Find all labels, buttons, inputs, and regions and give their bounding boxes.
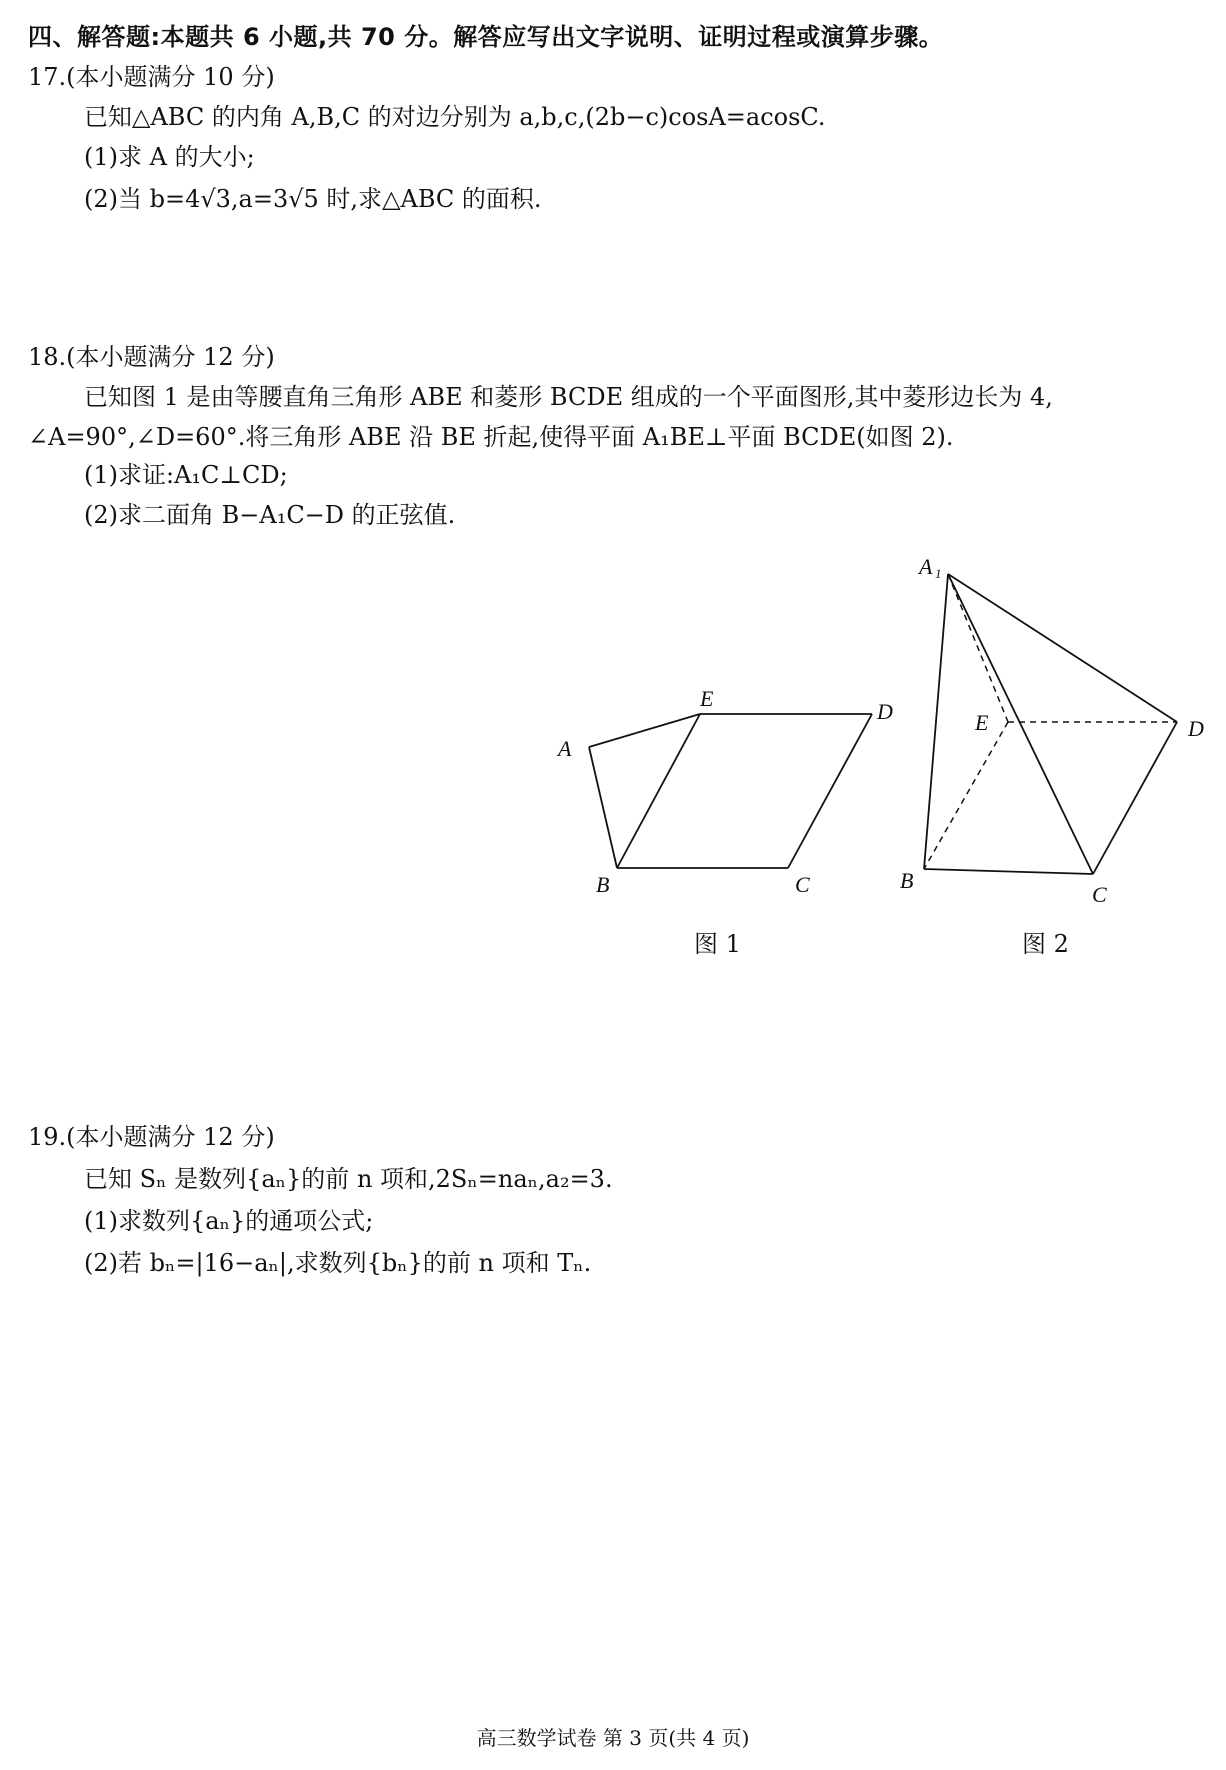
fig1-label-B: B [596,872,610,897]
fig2-label-E: E [975,710,989,735]
fig2-edge-B-C [924,869,1093,874]
fig1-label-E: E [700,686,714,711]
q17-part2: (2)当 b=4√3,a=3√5 时,求△ABC 的面积. [84,185,542,213]
fig2-edge-E-B-hidden [924,722,1008,869]
fig1-edge-A-E [589,714,700,747]
fig2-edge-A1-B [924,574,948,869]
figure-2-caption: 图 2 [1022,930,1069,958]
fig2-label-A1-subscript: 1 [935,566,942,581]
fig2-edge-A1-D [948,574,1177,722]
page-footer: 高三数学试卷 第 3 页(共 4 页) [476,1726,750,1750]
fig1-edge-A-B [589,747,617,868]
section-heading: 四、解答题:本题共 6 小题,共 70 分。解答应写出文字说明、证明过程或演算步骤。 [28,23,944,51]
fig1-edge-D-C [788,714,872,868]
fig2-label-C: C [1092,882,1107,907]
fig1-edge-B-E [617,714,700,868]
q17-part1: (1)求 A 的大小; [84,143,255,171]
q18-stem-line2: ∠A=90°,∠D=60°.将三角形 ABE 沿 BE 折起,使得平面 A₁BE⊥平面 BCDE(如图 2). [28,423,954,451]
fig2-edge-A1-C [948,574,1093,874]
q17-header: 17.(本小题满分 10 分) [28,63,275,91]
q18-part2: (2)求二面角 B−A₁C−D 的正弦值. [84,501,456,529]
q17-stem: 已知△ABC 的内角 A,B,C 的对边分别为 a,b,c,(2b−c)cosA=acosC. [84,103,826,131]
fig2-label-A1: A [919,554,933,579]
q19-stem: 已知 Sₙ 是数列{aₙ}的前 n 项和,2Sₙ=naₙ,a₂=3. [84,1165,613,1193]
fig1-label-D: D [877,699,893,724]
fig2-label-D: D [1188,716,1204,741]
fig2-edge-A1-E-hidden [948,574,1008,722]
fig1-label-A: A [558,736,572,761]
fig1-label-C: C [795,872,810,897]
q19-part1: (1)求数列{aₙ}的通项公式; [84,1207,374,1235]
q19-part2: (2)若 bₙ=|16−aₙ|,求数列{bₙ}的前 n 项和 Tₙ. [84,1249,592,1277]
q19-header: 19.(本小题满分 12 分) [28,1123,275,1151]
q18-header: 18.(本小题满分 12 分) [28,343,275,371]
q18-part1: (1)求证:A₁C⊥CD; [84,461,288,489]
fig2-edge-C-D [1093,722,1177,874]
fig2-label-B: B [900,868,914,893]
q18-stem-line1: 已知图 1 是由等腰直角三角形 ABE 和菱形 BCDE 组成的一个平面图形,其中菱形边长为 4, [84,383,1053,411]
figure-1-caption: 图 1 [694,930,741,958]
